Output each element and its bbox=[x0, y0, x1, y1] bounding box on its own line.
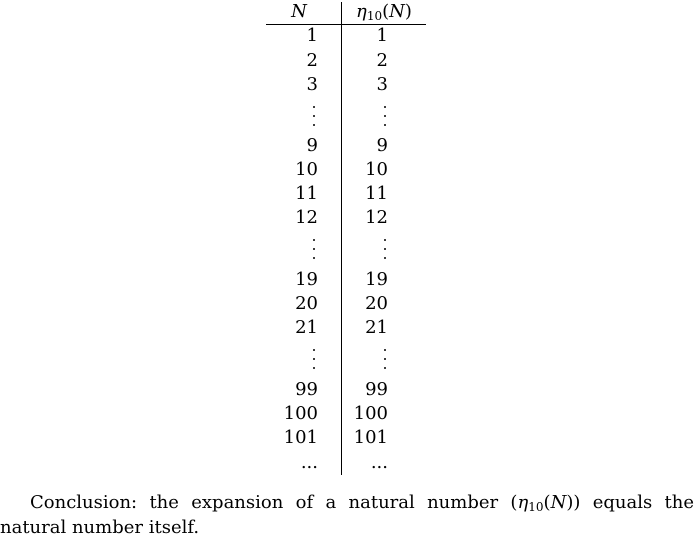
cell-eta: 100 bbox=[353, 403, 388, 424]
cell-n: 99 bbox=[295, 379, 318, 400]
dot bbox=[313, 248, 315, 250]
dot bbox=[313, 367, 315, 369]
dot bbox=[384, 367, 386, 369]
table-row bbox=[266, 158, 426, 182]
header-eta-argument: N bbox=[389, 1, 405, 22]
cell-eta: 3 bbox=[376, 74, 388, 95]
cell-eta: 12 bbox=[365, 207, 388, 228]
cell-n: ... bbox=[300, 452, 318, 473]
header-eta-subscript: 10 bbox=[366, 9, 383, 23]
cell-n: 2 bbox=[306, 50, 318, 71]
vdots-n bbox=[313, 237, 317, 261]
cell-n: 21 bbox=[295, 317, 318, 338]
cell-eta: 9 bbox=[376, 135, 388, 156]
conclusion-paragraph bbox=[0, 490, 694, 540]
cell-n: 12 bbox=[295, 207, 318, 228]
dot bbox=[313, 257, 315, 259]
cell-n: 1 bbox=[306, 25, 318, 46]
dot bbox=[313, 239, 315, 241]
table-row bbox=[266, 237, 426, 261]
vdots-eta bbox=[384, 237, 388, 261]
dot bbox=[384, 349, 386, 351]
cell-n: 3 bbox=[306, 74, 318, 95]
cell-eta: 20 bbox=[365, 293, 388, 314]
dot bbox=[384, 248, 386, 250]
dot bbox=[313, 349, 315, 351]
conclusion-eta-symbol: η bbox=[517, 492, 529, 513]
table-row bbox=[266, 182, 426, 206]
vdots-n bbox=[313, 104, 317, 128]
cell-n: 20 bbox=[295, 293, 318, 314]
cell-n: 11 bbox=[295, 183, 318, 204]
dot bbox=[313, 115, 315, 117]
table-row bbox=[266, 402, 426, 426]
cell-eta: 21 bbox=[365, 317, 388, 338]
table-row bbox=[266, 378, 426, 402]
dot bbox=[384, 239, 386, 241]
conclusion-open-paren: ( bbox=[543, 492, 551, 513]
cell-eta: 99 bbox=[365, 379, 388, 400]
table-row bbox=[266, 104, 426, 128]
cell-eta: 2 bbox=[376, 50, 388, 71]
table-row bbox=[266, 451, 426, 475]
dot bbox=[384, 115, 386, 117]
dot bbox=[384, 358, 386, 360]
cell-eta: 101 bbox=[353, 427, 388, 448]
header-eta10-n bbox=[342, 1, 426, 23]
cell-n: 101 bbox=[283, 427, 318, 448]
dot bbox=[384, 124, 386, 126]
cell-n: 100 bbox=[283, 403, 318, 424]
table-row bbox=[266, 292, 426, 316]
dot bbox=[313, 124, 315, 126]
table-row bbox=[266, 347, 426, 371]
conclusion-text-after: equals the natural number itself. bbox=[0, 492, 694, 538]
table-row bbox=[266, 24, 426, 48]
dot bbox=[313, 358, 315, 360]
table-row bbox=[266, 316, 426, 340]
header-eta-symbol: η bbox=[356, 1, 367, 22]
table-row bbox=[266, 134, 426, 158]
table-row bbox=[266, 426, 426, 450]
cell-eta: 19 bbox=[365, 269, 388, 290]
table-row bbox=[266, 73, 426, 97]
vdots-n bbox=[313, 347, 317, 371]
conclusion-text-before: Conclusion: the expansion of a natural number ( bbox=[30, 492, 518, 513]
dot bbox=[384, 257, 386, 259]
header-eta-close-paren: ) bbox=[404, 1, 412, 22]
cell-eta: 1 bbox=[376, 25, 388, 46]
header-n: N bbox=[291, 1, 307, 22]
cell-n: 9 bbox=[306, 135, 318, 156]
conclusion-close-paren: )) bbox=[566, 492, 581, 513]
vdots-eta bbox=[384, 104, 388, 128]
table-row bbox=[266, 268, 426, 292]
cell-n: 19 bbox=[295, 269, 318, 290]
dot bbox=[384, 106, 386, 108]
cell-eta: 10 bbox=[365, 159, 388, 180]
vdots-eta bbox=[384, 347, 388, 371]
header-eta-open-paren: ( bbox=[382, 1, 390, 22]
cell-eta: 11 bbox=[365, 183, 388, 204]
cell-eta: ... bbox=[370, 452, 388, 473]
conclusion-argument: N bbox=[550, 492, 567, 513]
conclusion-eta-subscript: 10 bbox=[528, 500, 544, 514]
table-row bbox=[266, 206, 426, 230]
table-row bbox=[266, 49, 426, 73]
cell-n: 10 bbox=[295, 159, 318, 180]
results-table bbox=[266, 0, 426, 476]
dot bbox=[313, 106, 315, 108]
